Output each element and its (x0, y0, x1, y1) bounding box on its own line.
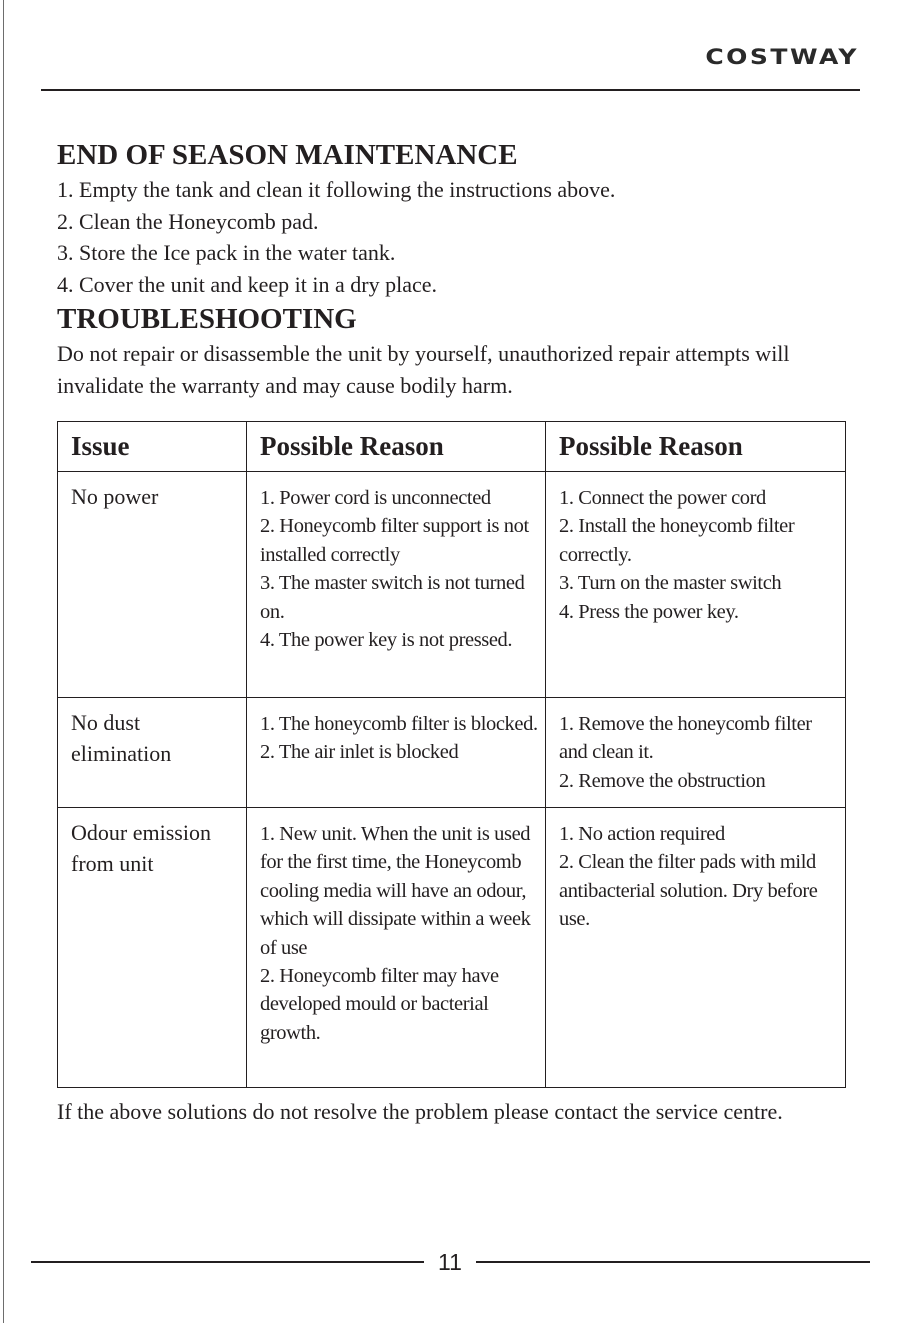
reason-item: 1. The honeycomb filter is blocked. (260, 713, 538, 735)
header-divider (41, 89, 860, 91)
troubleshooting-title: TROUBLESHOOTING (57, 303, 357, 335)
solution-item: 3. Turn on the master switch (559, 572, 782, 595)
reason-item: 2. The air inlet is blocked (260, 741, 459, 764)
issue-text: No dust elimination (71, 710, 172, 766)
footer-divider-right (476, 1261, 870, 1263)
table-row (58, 472, 846, 698)
issue-cell (58, 808, 247, 1088)
page-number: 11 (438, 1249, 462, 1275)
solution-item: 2. Remove the obstruction (559, 769, 766, 792)
reason-cell (247, 698, 546, 808)
solution-item: 1. Remove the honeycomb filter and clean it. (559, 713, 812, 764)
reason-cell (247, 472, 546, 698)
service-contact-note: If the above solutions do not resolve the problem please contact the service centre. (57, 1099, 783, 1124)
reason-item: 1. Power cord is unconnected (260, 487, 491, 509)
reason-cell (247, 808, 546, 1088)
footer-divider-left (31, 1261, 424, 1263)
solution-item: 2. Install the honeycomb filter correctly. (559, 515, 795, 566)
solution-cell (546, 808, 846, 1088)
brand-logo: COSTWAY (705, 44, 859, 69)
solution-cell (546, 698, 846, 808)
troubleshooting-table (57, 421, 846, 1088)
issue-text: Odour emission from unit (71, 820, 211, 876)
maintenance-step: 3. Store the Ice pack in the water tank. (57, 240, 396, 265)
maintenance-step: 4. Cover the unit and keep it in a dry place. (57, 271, 437, 297)
column-header-issue: Issue (58, 422, 247, 472)
column-header-reason: Possible Reason (247, 422, 546, 472)
maintenance-steps (57, 174, 847, 300)
troubleshooting-intro: Do not repair or disassemble the unit by yourself, unauthorized repair attempts will invalidate the warranty and may cause bodily harm. (57, 341, 790, 398)
page-edge-line (3, 0, 4, 1323)
reason-item: 3. The master switch is not turned on. (260, 572, 525, 623)
reason-item: 2. Honeycomb filter may have developed mould or bacterial growth. (260, 965, 499, 1044)
column-header-solution: Possible Reason (546, 422, 846, 472)
issue-cell (58, 698, 247, 808)
maintenance-title: END OF SEASON MAINTENANCE (57, 139, 518, 171)
issue-text: No power (71, 484, 159, 509)
reason-item: 1. New unit. When the unit is used for the first time, the Honeycomb cooling media will have an odour, which will dissipate within a week of use (260, 823, 531, 959)
solution-item: 1. No action required (559, 823, 725, 845)
reason-item: 2. Honeycomb filter support is not installed correctly (260, 515, 529, 566)
maintenance-step: 1. Empty the tank and clean it following the instructions above. (57, 177, 616, 202)
table-row (58, 808, 846, 1088)
issue-cell (58, 472, 247, 698)
table-row (58, 698, 846, 808)
reason-item: 4. The power key is not pressed. (260, 629, 513, 652)
table-header-row (58, 422, 846, 472)
solution-item: 4. Press the power key. (559, 600, 739, 623)
solution-item: 1. Connect the power cord (559, 487, 766, 509)
maintenance-step: 2. Clean the Honeycomb pad. (57, 208, 319, 234)
page-content (57, 136, 847, 1127)
solution-cell (546, 472, 846, 698)
solution-item: 2. Clean the filter pads with mild antibacterial solution. Dry before use. (559, 851, 818, 931)
